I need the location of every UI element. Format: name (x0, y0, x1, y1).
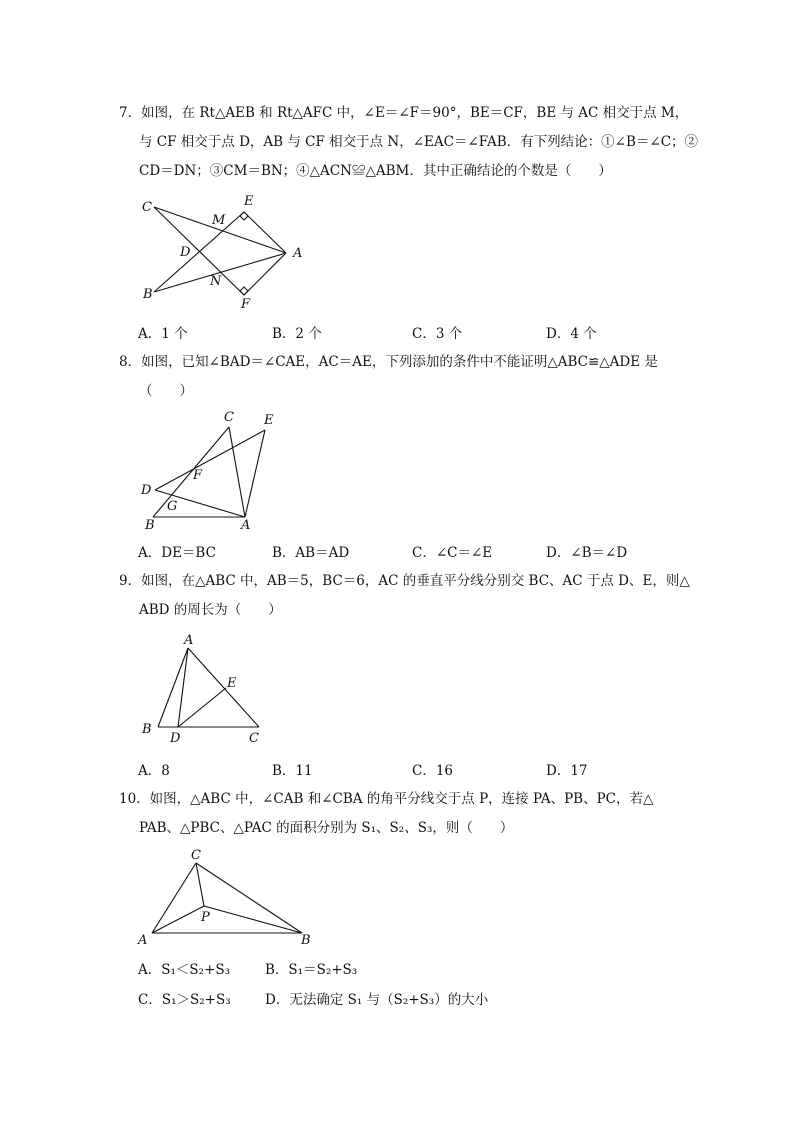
q9-figure (138, 630, 273, 748)
q8-label-D: D (141, 483, 152, 498)
question-7 (119, 99, 699, 186)
q7-label-D: D (180, 245, 191, 260)
q7-right-angle-E (240, 212, 248, 220)
q9-option-d[interactable]: D．17 (546, 763, 588, 779)
q9-option-b[interactable]: B．11 (272, 763, 313, 779)
q8-line-DE (155, 430, 265, 490)
q9-line1: 9．如图，在△ABC 中，AB＝5，BC＝6，AC 的垂直平分线分别交 BC、AC 于点 D、E，则△ (119, 573, 690, 589)
q9-label-B: B (142, 722, 152, 737)
q8-label-C: C (224, 410, 234, 425)
q10-label-P: P (201, 910, 210, 925)
q7-option-a[interactable]: A．1 个 (138, 326, 188, 342)
q7-line2: 与 CF 相交于点 D，AB 与 CF 相交于点 N，∠EAC＝∠FAB．有下列结论：①∠B＝∠C；② (139, 134, 699, 150)
q9-option-c[interactable]: C．16 (412, 763, 454, 779)
q7-option-b[interactable]: B．2 个 (272, 326, 322, 342)
question-10 (119, 785, 679, 843)
q10-line-PB (204, 906, 302, 933)
q8-option-b[interactable]: B．AB＝AD (272, 545, 350, 561)
q9-line2: ABD 的周长为（ ） (139, 602, 282, 618)
q8-line-EA (245, 430, 265, 517)
q7-figure (140, 190, 310, 315)
q8-line1: 8．如图，已知∠BAD＝∠CAE，AC＝AE，下列添加的条件中不能证明△ABC≌△ADE 是 (119, 354, 658, 370)
q7-line3: CD＝DN；③CM＝BN；④△ACN≌△ABM．其中正确结论的个数是（ ） (139, 163, 612, 179)
q7-label-F: F (241, 297, 251, 312)
q10-option-a[interactable]: A．S₁＜S₂+S₃ (138, 962, 231, 978)
q7-label-B: B (143, 287, 153, 302)
q7-option-d[interactable]: D．4 个 (546, 326, 597, 342)
q9-line-DE (178, 688, 226, 727)
q8-line2: （ ） (139, 383, 193, 399)
q10-line-AP (152, 906, 204, 933)
q7-label-A: A (293, 246, 303, 261)
q9-label-A: A (184, 633, 194, 648)
q7-label-M: M (212, 213, 226, 228)
q10-line-CP (196, 863, 204, 906)
q10-line-AC (152, 863, 196, 933)
q10-label-B: B (301, 933, 311, 948)
q7-right-angle-F (240, 287, 248, 295)
q8-option-d[interactable]: D．∠B＝∠D (546, 545, 628, 561)
q10-line2: PAB、△PBC、△PAC 的面积分别为 S₁、S₂、S₃，则（ ） (139, 820, 514, 836)
q7-line-BE (154, 212, 244, 292)
q10-label-A: A (138, 933, 148, 948)
q10-option-b[interactable]: B．S₁＝S₂+S₃ (265, 962, 358, 978)
q8-label-F: F (193, 468, 203, 483)
q8-label-E: E (264, 413, 274, 428)
q9-option-a[interactable]: A．8 (138, 763, 170, 779)
q7-label-N: N (210, 274, 222, 289)
q10-label-C: C (191, 848, 201, 863)
q7-line-EA (244, 212, 286, 253)
q9-label-C: C (249, 731, 259, 746)
q7-option-c[interactable]: C．3 个 (412, 326, 463, 342)
q7-line1: 7．如图，在 Rt△AEB 和 Rt△AFC 中，∠E＝∠F＝90°，BE＝CF，BE 与 AC 相交于点 M， (119, 105, 689, 121)
q8-label-B: B (145, 518, 155, 533)
q8-line-BC (153, 427, 229, 517)
q10-option-d[interactable]: D．无法确定 S₁ 与（S₂+S₃）的大小 (265, 992, 489, 1008)
q8-option-c[interactable]: C．∠C＝∠E (412, 545, 493, 561)
q7-line-CF (154, 207, 244, 295)
q8-label-G: G (167, 499, 178, 514)
q9-label-E: E (227, 676, 237, 691)
q7-label-E: E (244, 194, 254, 209)
question-9 (119, 567, 690, 625)
q8-figure (135, 405, 285, 535)
q7-label-C: C (142, 200, 152, 215)
q10-line1: 10．如图，△ABC 中，∠CAB 和∠CBA 的角平分线交于点 P，连接 PA、PB、PC，若△ (119, 791, 654, 807)
question-8 (119, 348, 679, 406)
q8-line-CA (229, 427, 245, 517)
q9-line-AC (188, 648, 259, 727)
q8-option-a[interactable]: A．DE＝BC (138, 545, 216, 561)
q9-label-D: D (170, 731, 181, 746)
q10-line-CB (196, 863, 302, 933)
q8-label-A: A (241, 518, 251, 533)
q10-option-c[interactable]: C．S₁＞S₂+S₃ (138, 992, 231, 1008)
q10-figure (135, 845, 320, 950)
